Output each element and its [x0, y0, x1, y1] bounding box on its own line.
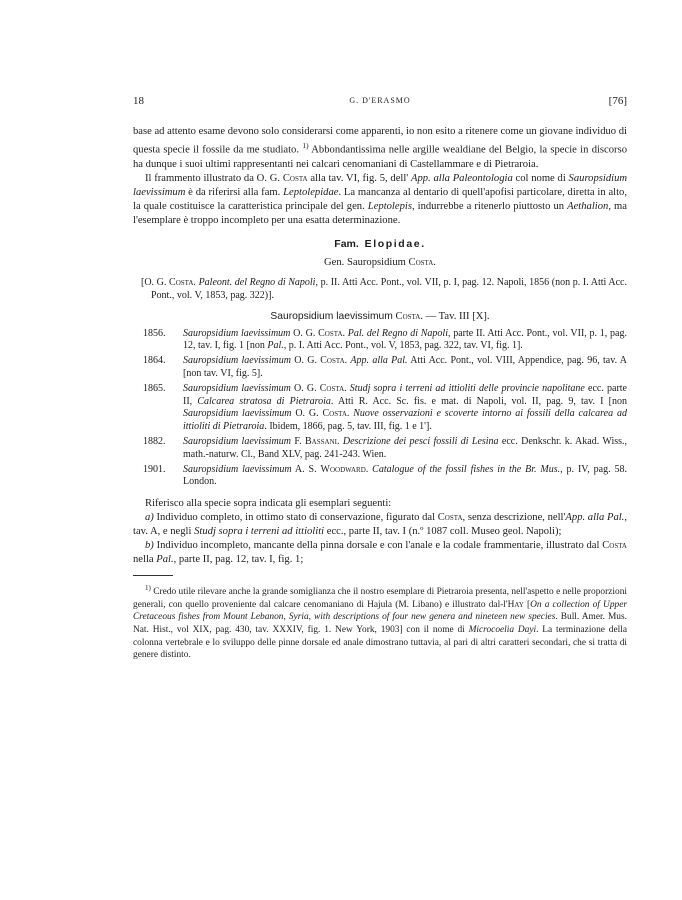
synonymy-entry: 1856. Sauropsidium laevissimum O. G. Costa. Pal. del Regno di Napoli, parte II. Atti Acc. Pont., vol. VII, p. 1, pag. 12, tav. I, fig. 1 [non Pal., p. I. Atti Acc. Pont., vol. V, 1853, pag. 322, tav. VI, fig. 1].: [143, 327, 627, 352]
family-heading: Fam. Elopidae.: [334, 237, 426, 250]
species-heading: Sauropsidium laevissimum Costa. — Tav. III [X].: [270, 310, 490, 322]
footnote: $^{1)}$ Credo utile rilevare anche la grande somiglianza che il nostro esemplare di Pietraroia presenta, nell'aspetto e nelle proporzioni generali, con quello proveniente dal calcare cenomaniano di Hajula (M. Libano) e illustrato dal-l'Hay [On a collection of Upper Cretaceous fishes from Mount Lebanon, Syria, with descriptions of four new genera and nineteen new species. Bull. Amer. Mus. Nat. Hist., vol XIX, pag. 430, tav. XXXIV, fig. 1. New York, 1903] con il nome di Microcoelia Dayi. La terminazione della colonna vertebrale e lo sviluppo delle pinne dorsale ed anale dimostrano tuttavia, al pari di altri caratteri secondari, che si tratta di genere distinto.: [133, 584, 628, 661]
genus-reference: [O. G. Costa. Paleont. del Regno di Napoli, p. II. Atti Acc. Pont., vol. VII, p. I, pag. 12. Napoli, 1856 (non p. I. Atti Acc. Pont., vol. V, 1853, pag. 322)].: [141, 276, 627, 301]
specimen-a: a) Individuo completo, in ottimo stato di conservazione, figurato dal Costa, senza descrizione, nell'App. alla Pal., tav. A, e negli Studj sopra i terreni ad ittioliti ecc., parte II, tav. I (n.º 1087 coll. Museo geol. Napoli);: [133, 512, 627, 538]
synonymy-entry: 1882. Sauropsidium laevissimum F. Bassani. Descrizione dei pesci fossili di Lesina ecc. Denkschr. k. Akad. Wiss., math.-naturw. Cl., Band XLV, pag. 241-243. Wien.: [143, 435, 628, 460]
genus-heading: Gen. Sauropsidium Costa.: [324, 256, 436, 268]
paragraph-1: base ad attento esame devono solo considerarsi come apparenti, io non esito a ritenere come un giovane individuo di questa specie il fossile da me studiato. $^{1)}$ Abbondantissima nelle argille wealdiane del Belgio, la specie in discorso ha dunque i suoi ultimi rappresentanti nei calcari cenomaniani di Castellammare e di Pietraroia.: [133, 126, 627, 170]
synonymy-entry: 1865. Sauropsidium laevissimum O. G. Costa. Studj sopra i terreni ad ittioliti delle provincie napolitane ecc. parte II, Calcarea stratosa di Pietraroia. Atti R. Acc. Sc. fis. e mat. di Napoli, vol. II, pag. 9, tav. I [non Sauropsidium laevissimum O. G. Costa. Nuove osservazioni e scoverte intorno ai fossili della calcarea ad ittioliti di Pietraroia. Ibidem, 1866, pag. 5, tav. III, fig. 1 e 1'].: [143, 382, 627, 433]
running-header: [133, 95, 627, 109]
running-author: G. D'ERASMO: [349, 96, 411, 105]
page-number: 18: [133, 95, 144, 107]
synonymy-entry: 1901. Sauropsidium laevissimum A. S. Woodward. Catalogue of the fossil fishes in the Br. Mus., p. IV, pag. 58. London.: [143, 463, 627, 488]
specimens-intro: Riferisco alla specie sopra indicata gli esemplari seguenti:: [145, 498, 392, 510]
running-number: [76]: [608, 95, 627, 107]
main-text: [133, 125, 627, 662]
synonymy-list: [133, 328, 627, 490]
synonymy-entry: 1864. Sauropsidium laevissimum O. G. Costa. App. alla Pal. Atti Acc. Pont., vol. VIII, Appendice, pag. 96, tav. A [non tav. VI, fig. 5].: [143, 355, 628, 379]
footnote-separator: [133, 575, 173, 576]
paragraph-2: Il frammento illustrato da O. G. Costa alla tav. VI, fig. 5, dell' App. alla Paleontologia col nome di Sauropsidium laevissimum è da riferirsi alla fam. Leptolepidae. La mancanza al dentario di quell'apofisi particolare, diretta in alto, la quale costituisce la caratteristica principale del gen. Leptolepis, indurrebbe a ritenerlo piuttosto un Aethalion, ma l'esemplare è troppo incompleto per una esatta determinazione.: [133, 172, 628, 226]
specimen-b: b) Individuo incompleto, mancante della pinna dorsale e con l'anale e la codale frammentarie, illustrato dal Costa nella Pal., parte II, pag. 12, tav. I, fig. 1;: [133, 540, 627, 566]
footnote-ref: 1): [302, 141, 309, 150]
